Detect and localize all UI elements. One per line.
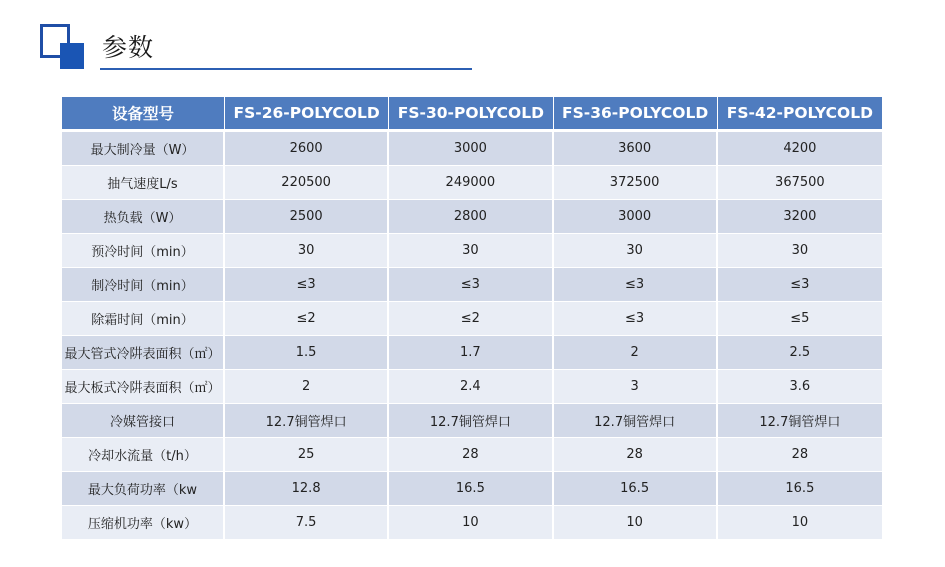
row-label: 除霜时间（min） [62, 302, 225, 336]
cell: 28 [389, 438, 553, 472]
cell: ≤3 [389, 268, 553, 302]
cell: 2600 [225, 132, 389, 166]
cell: 3 [554, 370, 718, 404]
row-label: 制冷时间（min） [62, 268, 225, 302]
page-title: 参数 [102, 33, 155, 62]
cell: ≤2 [225, 302, 389, 336]
cell: 30 [554, 234, 718, 268]
cell: 367500 [718, 166, 882, 200]
cell: 2.4 [389, 370, 553, 404]
cell: 12.7铜管焊口 [554, 404, 718, 438]
table-row [62, 438, 882, 472]
cell: 16.5 [389, 472, 553, 506]
table-row [62, 472, 882, 506]
row-label: 热负载（W） [62, 200, 225, 234]
cell: 12.8 [225, 472, 389, 506]
header-fs-42: FS-42-POLYCOLD [718, 97, 882, 132]
table-header-row [62, 97, 882, 132]
row-label: 预冷时间（min） [62, 234, 225, 268]
cell: 3000 [554, 200, 718, 234]
cell: 3200 [718, 200, 882, 234]
row-label: 冷却水流量（t/h） [62, 438, 225, 472]
cell: 2800 [389, 200, 553, 234]
cell: 10 [554, 506, 718, 540]
cell: 28 [554, 438, 718, 472]
cell: 372500 [554, 166, 718, 200]
row-label: 最大管式冷阱表面积（㎡） [62, 336, 225, 370]
row-label: 最大板式冷阱表面积（㎡） [62, 370, 225, 404]
parameter-table [62, 97, 882, 540]
table-row [62, 336, 882, 370]
logo-filled-square [60, 43, 84, 69]
row-label: 冷媒管接口 [62, 404, 225, 438]
cell: 12.7铜管焊口 [718, 404, 882, 438]
table-row [62, 404, 882, 438]
cell: ≤2 [389, 302, 553, 336]
table-row [62, 506, 882, 540]
cell: 7.5 [225, 506, 389, 540]
table-row [62, 166, 882, 200]
cell: 16.5 [718, 472, 882, 506]
table-row [62, 234, 882, 268]
cell: ≤3 [225, 268, 389, 302]
cell: 10 [389, 506, 553, 540]
cell: 10 [718, 506, 882, 540]
cell: 2500 [225, 200, 389, 234]
cell: 30 [718, 234, 882, 268]
row-label: 压缩机功率（kw） [62, 506, 225, 540]
header-model: 设备型号 [62, 97, 225, 132]
header-fs-36: FS-36-POLYCOLD [554, 97, 718, 132]
cell: ≤3 [554, 268, 718, 302]
cell: ≤5 [718, 302, 882, 336]
cell: 4200 [718, 132, 882, 166]
cell: 28 [718, 438, 882, 472]
cell: 12.7铜管焊口 [389, 404, 553, 438]
cell: 30 [225, 234, 389, 268]
cell: 1.5 [225, 336, 389, 370]
cell: 16.5 [554, 472, 718, 506]
cell: 12.7铜管焊口 [225, 404, 389, 438]
table-row [62, 132, 882, 166]
row-label: 最大制冷量（W） [62, 132, 225, 166]
cell: 25 [225, 438, 389, 472]
cell: ≤3 [554, 302, 718, 336]
table-row [62, 302, 882, 336]
header-fs-26: FS-26-POLYCOLD [225, 97, 389, 132]
cell: 3.6 [718, 370, 882, 404]
cell: 30 [389, 234, 553, 268]
cell: 220500 [225, 166, 389, 200]
header-fs-30: FS-30-POLYCOLD [389, 97, 553, 132]
cell: 3600 [554, 132, 718, 166]
cell: 249000 [389, 166, 553, 200]
cell: 3000 [389, 132, 553, 166]
table-row [62, 268, 882, 302]
cell: 2 [225, 370, 389, 404]
table-row [62, 370, 882, 404]
cell: 2.5 [718, 336, 882, 370]
row-label: 抽气速度L/s [62, 166, 225, 200]
cell: ≤3 [718, 268, 882, 302]
table-row [62, 200, 882, 234]
cell: 1.7 [389, 336, 553, 370]
cell: 2 [554, 336, 718, 370]
row-label: 最大负荷功率（kw [62, 472, 225, 506]
title-underline [100, 68, 472, 70]
